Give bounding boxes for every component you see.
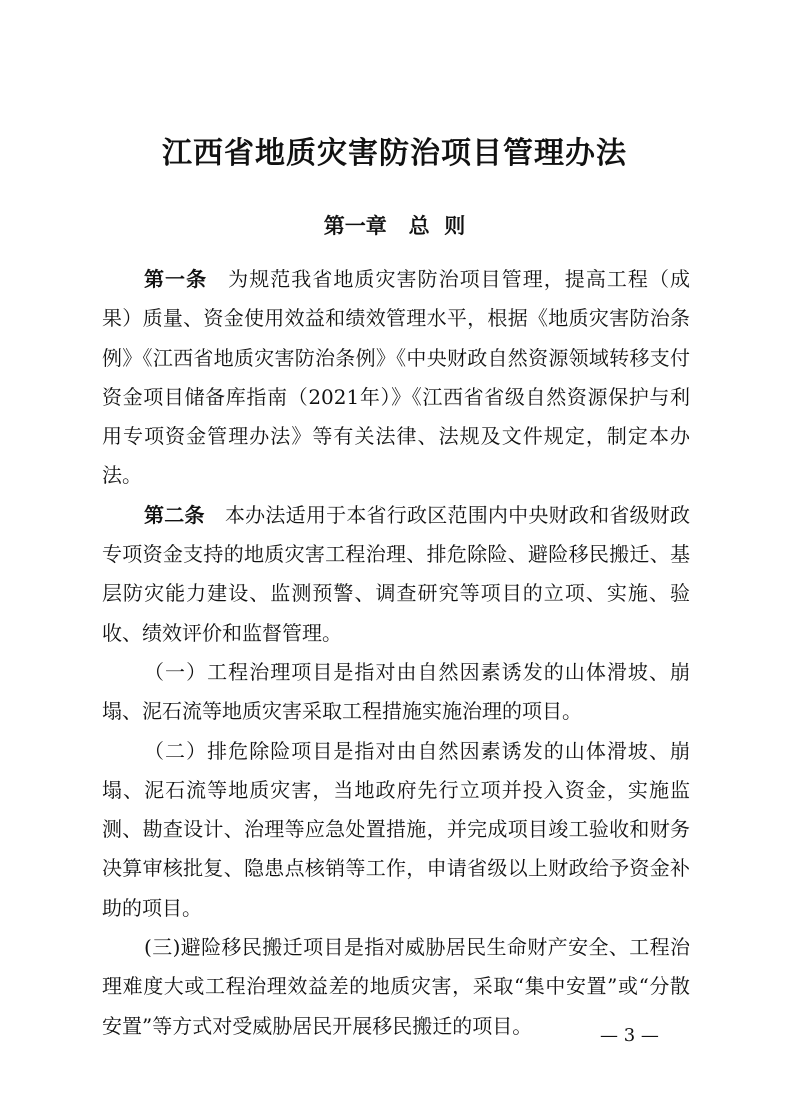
paragraph-item-1	[102, 653, 690, 732]
paragraph-item-2	[102, 732, 690, 928]
paragraph-text: （二）排危除险项目是指对由自然因素诱发的山体滑坡、崩塌、泥石流等地质灾害，当地政府先行立项并投入资金，实施监测、勘查设计、治理等应急处置措施，并完成项目竣工验收和财务决算审核批复、隐患点核销等工作，申请省级以上财政给予资金补助的项目。	[102, 738, 690, 920]
paragraph-text: 本办法适用于本省行政区范围内中央财政和省级财政专项资金支持的地质灾害工程治理、排危除险、避险移民搬迁、基层防灾能力建设、监测预警、调查研究等项目的立项、实施、验收、绩效评价和监督管理。	[102, 502, 691, 645]
paragraph-text: （一）工程治理项目是指对由自然因素诱发的山体滑坡、崩塌、泥石流等地质灾害采取工程措施实施治理的项目。	[102, 659, 690, 724]
article-label: 第二条	[144, 502, 205, 527]
chapter-heading: 第一章 总 则	[323, 214, 466, 238]
paragraph-article-1	[102, 260, 690, 496]
paragraph-text: 为规范我省地质灾害防治项目管理，提高工程（成果）质量、资金使用效益和绩效管理水平，根据《地质灾害防治条例》《江西省地质灾害防治条例》《中央财政自然资源领域转移支付资金项目储备库指南（2021年）》《江西省省级自然资源保护与利用专项资金管理办法》等有关法律、法规及文件规定，制定本办法。	[102, 267, 691, 488]
document-title: 江西省地质灾害防治项目管理办法	[162, 136, 627, 171]
article-label: 第一条	[144, 267, 208, 291]
paragraph-article-2	[102, 496, 690, 653]
page-number: — 3 —	[600, 1025, 659, 1046]
paragraph-text: (三)避险移民搬迁项目是指对威胁居民生命财产安全、工程治理难度大或工程治理效益差的地质灾害，采取“集中安置”或“分散安置”等方式对受威胁居民开展移民搬迁的项目。	[102, 935, 690, 1038]
document-body	[102, 260, 690, 1046]
